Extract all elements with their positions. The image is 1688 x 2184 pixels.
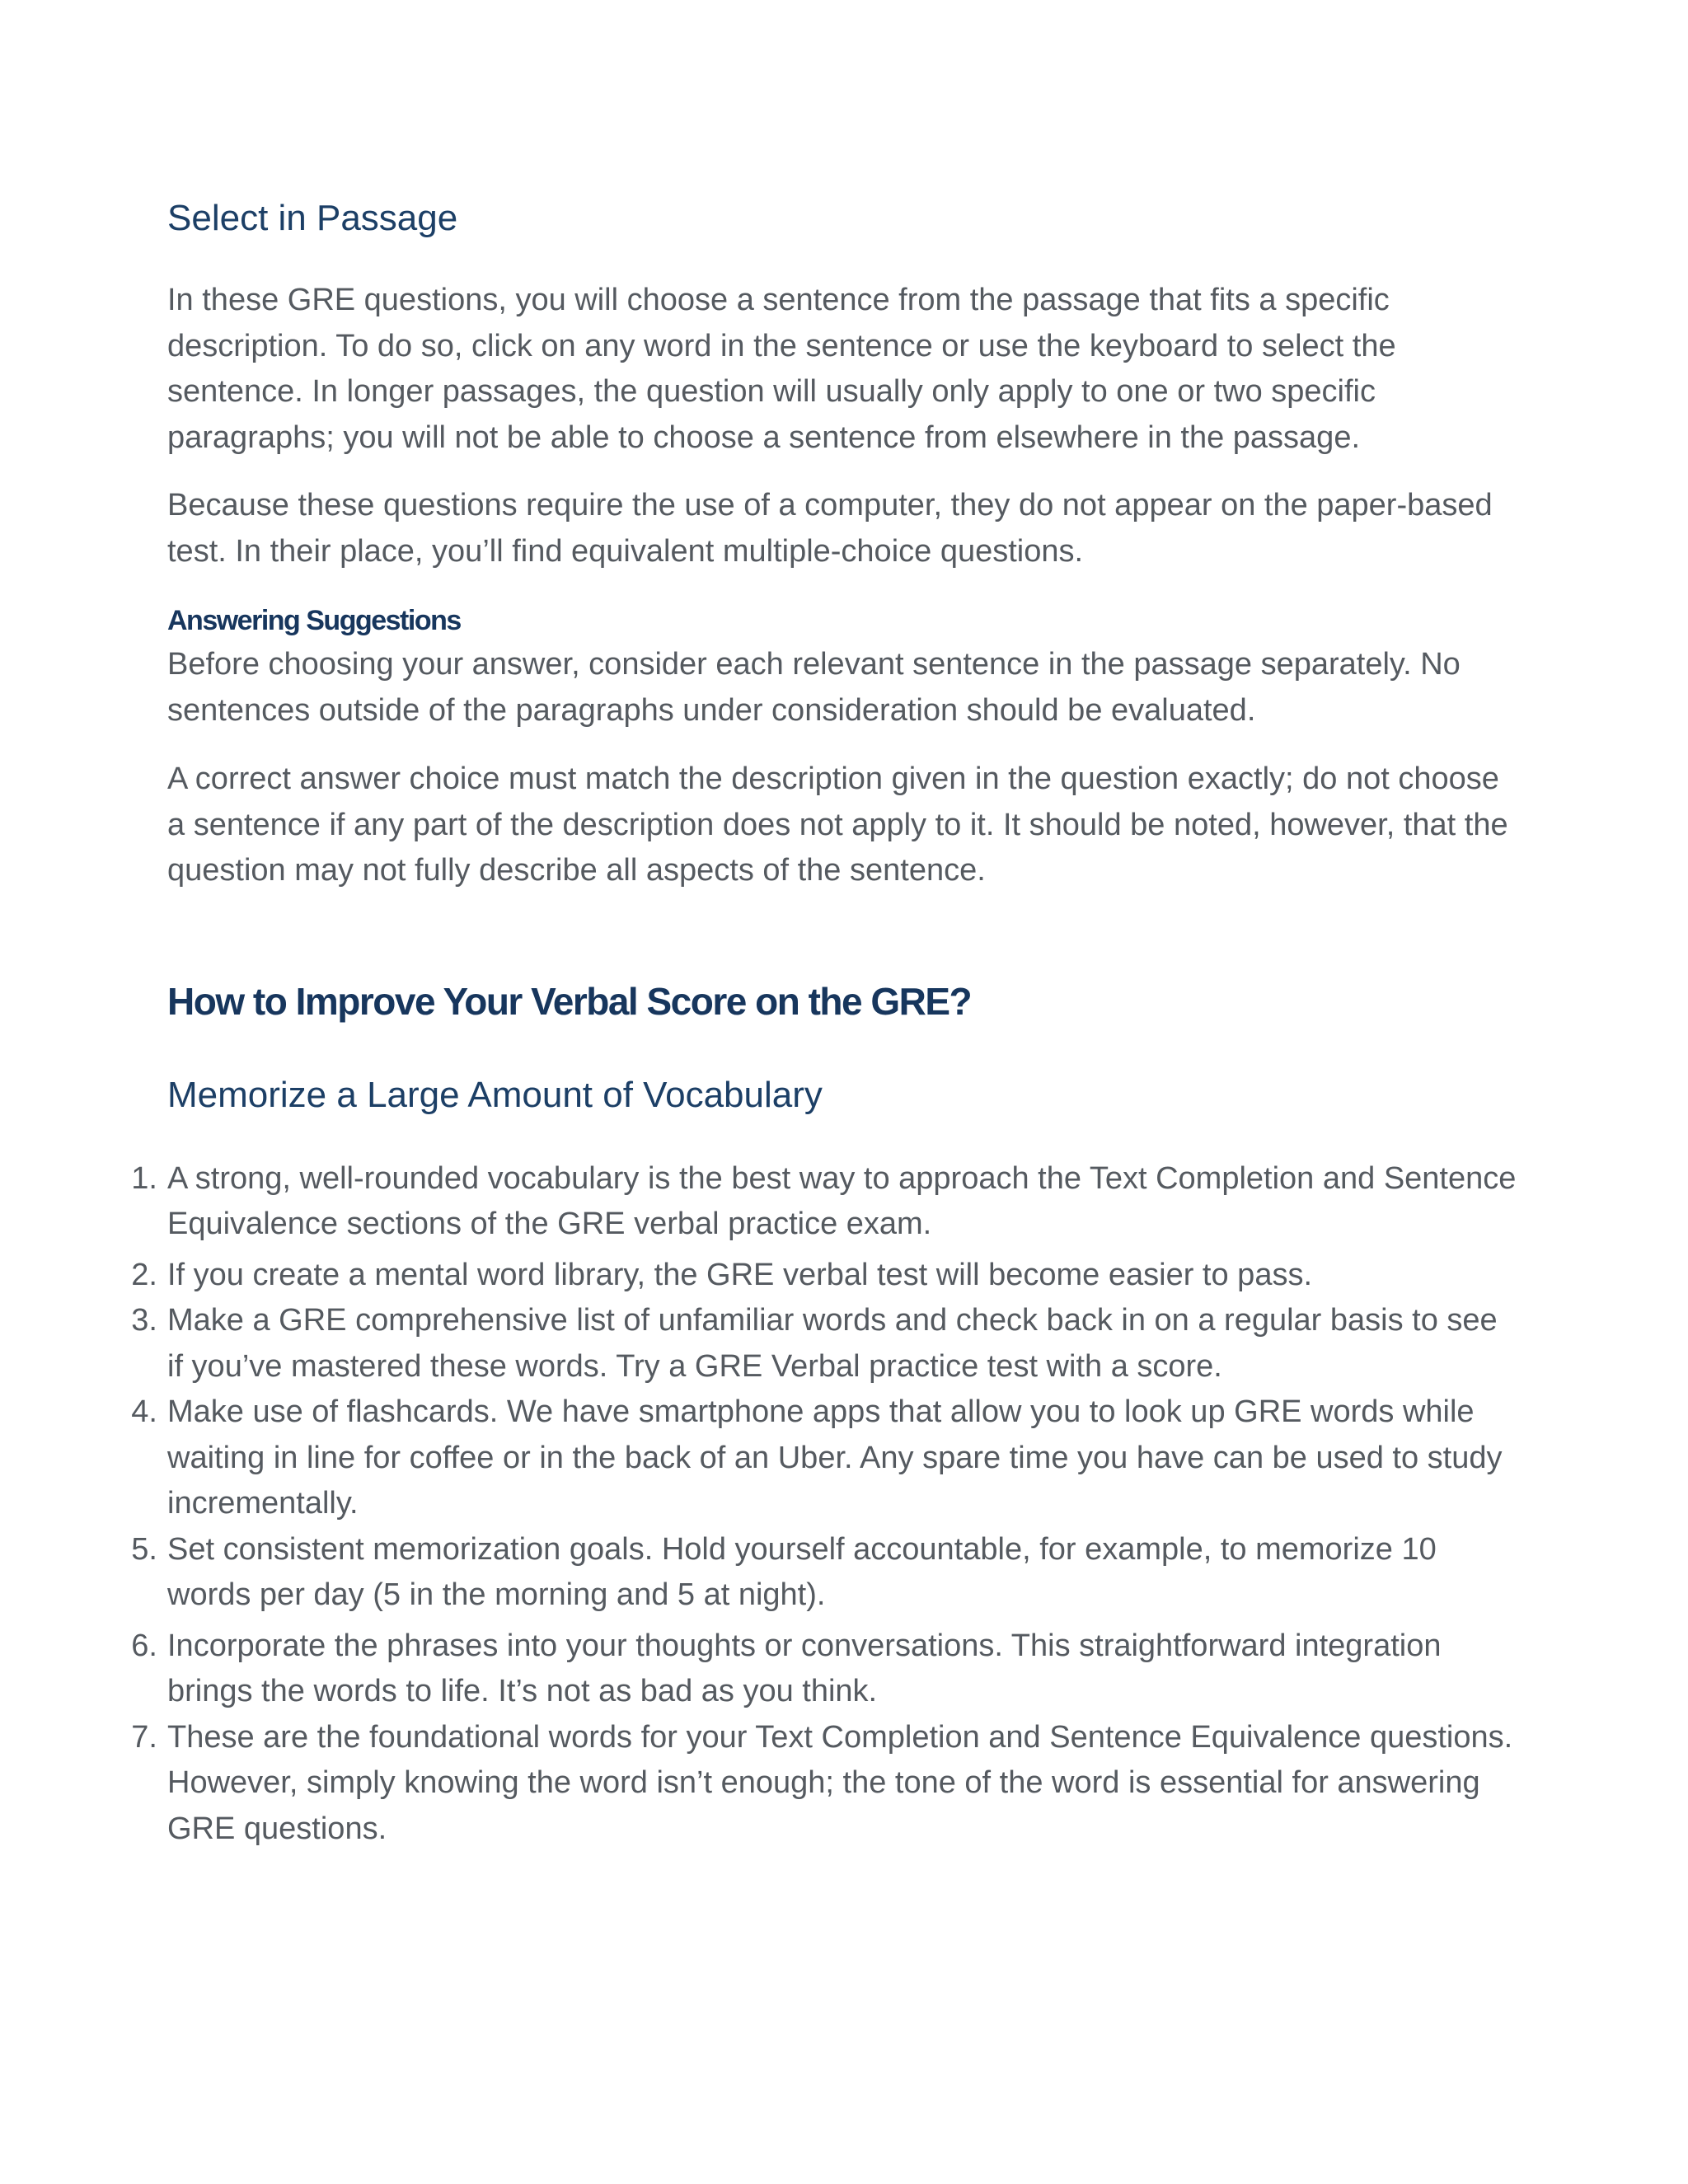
list-item-number: 5. <box>131 1531 157 1567</box>
improve-verbal-heading: How to Improve Your Verbal Score on the GRE? <box>167 979 972 1023</box>
select-paragraph-1: In these GRE questions, you will choose a sentence from the passage that fits a specific description. To do so, click on any word in the sentence or use the keyboard to select the sentence. In longer passages, the question will usually only apply to one or two specific paragraphs; you will not be able to choose a sentence from elsewhere in the passage. <box>167 283 1396 455</box>
list-item-text: Incorporate the phrases into your thoughts or conversations. This straightforward integration brings the words to life. It’s not as bad as you think. <box>167 1628 1442 1708</box>
suggestion-paragraph-2: A correct answer choice must match the description given in the question exactly; do not choose a sentence if any part of the description does not apply to it. It should be noted, however, that the question may not fully describe all aspects of the sentence. <box>167 762 1508 888</box>
suggestion-paragraph-1: Before choosing your answer, consider each relevant sentence in the passage separately. No sentences outside of the paragraphs under consideration should be evaluated. <box>167 647 1461 728</box>
list-item-number: 7. <box>131 1719 157 1755</box>
list-item-number: 1. <box>131 1160 157 1196</box>
list-item-number: 4. <box>131 1394 157 1429</box>
list-item-number: 2. <box>131 1257 157 1292</box>
list-item <box>131 1390 1519 1527</box>
select-paragraph-2: Because these questions require the use of a computer, they do not appear on the paper-based test. In their place, you’ll find equivalent multiple-choice questions. <box>167 488 1493 569</box>
list-item-text: These are the foundational words for your Text Completion and Sentence Equivalence questions. However, simply knowing the word isn’t enough; the tone of the word is essential for answering GRE questions. <box>167 1719 1513 1846</box>
list-item-text: A strong, well-rounded vocabulary is the best way to approach the Text Completion and Sentence Equivalence sections of the GRE verbal practice exam. <box>167 1160 1517 1241</box>
list-item-number: 3. <box>131 1303 157 1338</box>
list-item <box>131 1527 1519 1619</box>
memorize-vocabulary-heading: Memorize a Large Amount of Vocabulary <box>167 1074 823 1115</box>
list-item-text: Make a GRE comprehensive list of unfamiliar words and check back in on a regular basis to see if you’ve mastered these words. Try a GRE Verbal practice test with a score. <box>167 1303 1498 1384</box>
select-in-passage-heading: Select in Passage <box>167 198 458 238</box>
list-item-number: 6. <box>131 1628 157 1663</box>
list-item-text: If you create a mental word library, the GRE verbal test will become easier to pass. <box>167 1257 1313 1292</box>
list-item <box>131 1298 1519 1390</box>
list-item-text: Set consistent memorization goals. Hold yourself accountable, for example, to memorize 10 words per day (5 in the morning and 5 at night). <box>167 1531 1437 1612</box>
vocabulary-tips-list <box>131 1156 1519 1853</box>
answering-suggestions-heading: Answering Suggestions <box>167 605 461 636</box>
list-item <box>131 1253 1519 1299</box>
list-item <box>131 1624 1519 1715</box>
list-item <box>131 1156 1519 1248</box>
list-item <box>131 1715 1519 1853</box>
list-item-text: Make use of flashcards. We have smartphone apps that allow you to look up GRE words while waiting in line for coffee or in the back of an Uber. Any spare time you have can be used to study incrementally. <box>167 1394 1503 1521</box>
page-content <box>131 194 1519 1852</box>
